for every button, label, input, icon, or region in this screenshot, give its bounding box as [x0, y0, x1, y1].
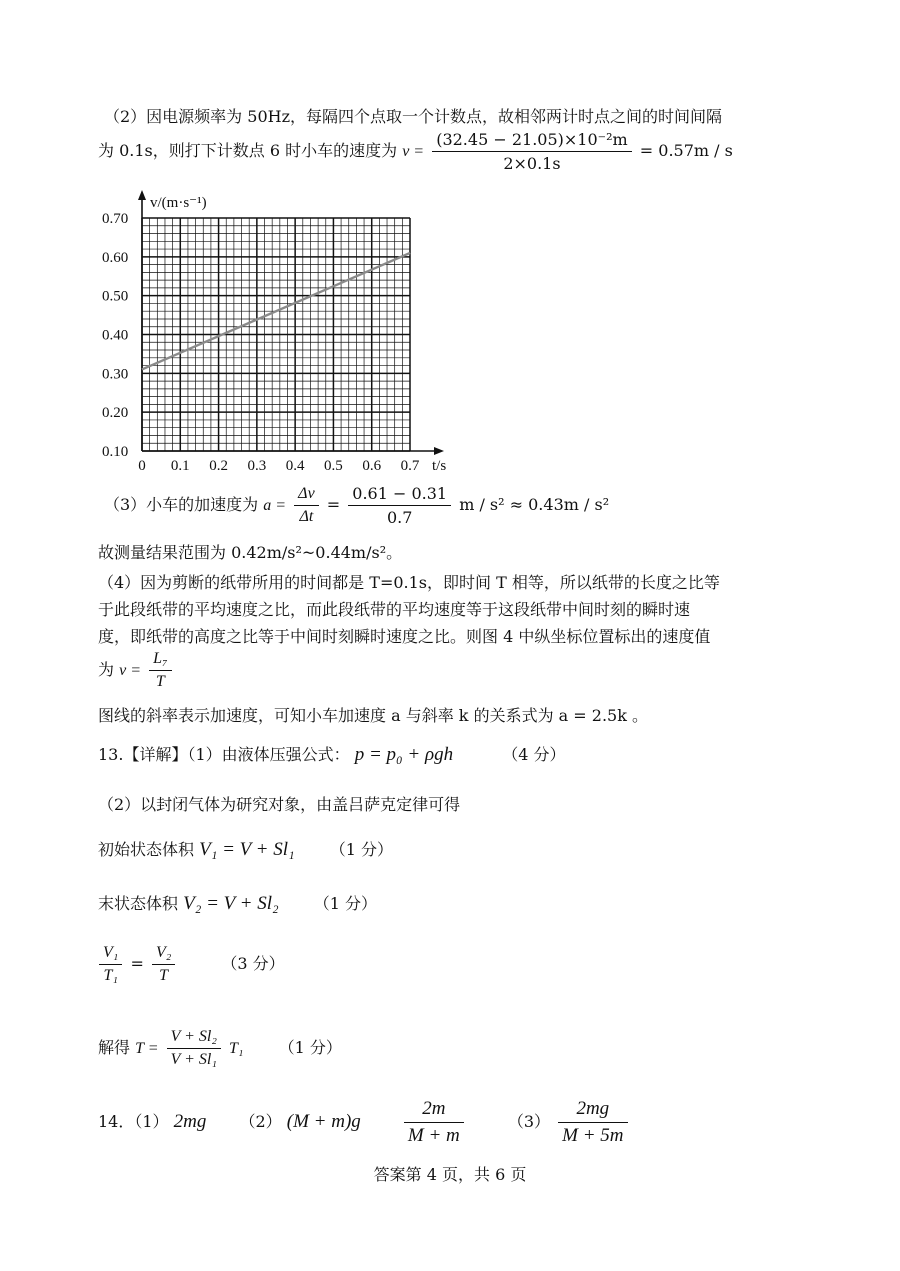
x-tick-label: 0.4 [285, 458, 305, 474]
x-tick-label: 0.2 [209, 458, 228, 474]
q13-solve-tail: T₁ [229, 1040, 244, 1057]
q14-prefix: 14．（1） [98, 1112, 169, 1131]
q13-final-line [98, 891, 377, 915]
p3-rhs: m / s² ≈ 0.43m / s² [459, 495, 610, 514]
x-tick-label: 0.3 [247, 458, 267, 474]
q14-answer1: 2mg [173, 1111, 207, 1132]
p3-numerator: 0.61 − 0.31 [348, 484, 451, 506]
p3-value-fraction [348, 484, 451, 527]
q14-part3-label: （3） [507, 1112, 551, 1131]
x-tick-label: 0.1 [170, 458, 190, 474]
p2-v-denominator: 2×0.1s [503, 154, 561, 173]
q14-frac1-denominator: M + m [407, 1125, 460, 1146]
p4-line2: 于此段纸带的平均速度之比，而此段纸带的平均速度等于这段纸带中间时刻的瞬时速 [98, 600, 691, 619]
y-tick-label: 0.10 [102, 444, 129, 460]
p3b-line: 故测量结果范围为 0.42m/s²~0.44m/s²。 [98, 543, 403, 562]
p4-v-lhs: v = [119, 662, 142, 679]
x-tick-labels [138, 458, 420, 474]
x-axis-arrow-icon [434, 447, 444, 455]
q13-ratio-eq: = [130, 954, 144, 973]
q13-line2: （2）以封闭气体为研究对象，由盖吕萨克定律可得 [98, 795, 461, 814]
p4-denominator: T [155, 673, 165, 690]
p4-line4 [98, 650, 175, 691]
q13-init-formula: V₁ = V + Sl₁ [199, 839, 295, 860]
q13-ratio-fraction-2 [152, 944, 175, 985]
x-tick-label: 0.6 [362, 458, 382, 474]
q13-final-formula: V₂ = V + Sl₂ [183, 893, 279, 914]
q13-init-score: （1 分） [329, 840, 393, 859]
q13-ratio-den2: T [159, 967, 169, 984]
p3-eq: = [326, 495, 341, 514]
x-tick-label: 0.5 [324, 458, 343, 474]
q13-title-line [98, 742, 565, 766]
p4-line3: 度，即纸带的高度之比等于中间时刻瞬时速度之比。则图 4 中纵坐标位置标出的速度值 [98, 627, 711, 646]
p3-a-lhs: a = [263, 497, 287, 514]
p4-line5: 图线的斜率表示加速度，可知小车加速度 a 与斜率 k 的关系式为 a = 2.5k 。 [98, 706, 649, 725]
y-tick-label: 0.50 [102, 288, 129, 305]
x-tick-label: 0.7 [400, 458, 420, 474]
q13-title: 13.【详解】（1）由液体压强公式： [98, 745, 350, 764]
q13-ratio-line [96, 944, 285, 985]
q13-ratio-num2: V₂ [152, 944, 175, 965]
y-tick-label: 0.70 [102, 211, 129, 227]
q13-ratio-fraction-1 [99, 944, 122, 985]
y-tick-labels [102, 211, 128, 460]
q13-solve-fraction [167, 1028, 221, 1069]
page-footer: 答案第 4 页，共 6 页 [373, 1165, 527, 1184]
y-axis-arrow-icon [138, 190, 146, 200]
q14-fraction-1 [404, 1098, 464, 1147]
q13-solve-numerator: V + Sl₂ [167, 1028, 221, 1049]
q14-part2-label: （2） [239, 1112, 282, 1131]
x-tick-label: 0 [138, 458, 146, 474]
p2-line2-prefix: 为 0.1s，则打下计数点 6 时小车的速度为 [98, 141, 398, 160]
p2-line1: （2）因电源频率为 50Hz，每隔四个点取一个计数点，故相邻两计时点之间的时间间隔 [104, 107, 723, 126]
q13-ratio-num1: V₁ [99, 944, 122, 965]
velocity-time-chart [98, 188, 458, 478]
p3-prefix: （3）小车的加速度为 [104, 495, 259, 514]
y-tick-label: 0.60 [102, 249, 129, 266]
q14-frac1-numerator: 2m [404, 1098, 464, 1123]
q13-final-label: 末状态体积 [98, 894, 179, 913]
q13-final-score: （1 分） [313, 894, 377, 913]
q13-solve-score: （1 分） [278, 1038, 342, 1057]
q14-line [98, 1098, 631, 1147]
x-axis-label: t/s [432, 458, 447, 474]
q13-solve-denominator: V + Sl₁ [170, 1051, 217, 1068]
q13-init-line [98, 837, 393, 861]
q13-solve-lhs: T = [135, 1040, 159, 1057]
q13-solve-label: 解得 [98, 1038, 131, 1057]
p3-dv-dt-fraction [294, 485, 319, 526]
q13-solve-line [98, 1028, 342, 1069]
y-axis-label: v/(m·s⁻¹) [150, 195, 207, 211]
q14-frac2-numerator: 2mg [558, 1098, 627, 1123]
p4-line4-prefix: 为 [98, 660, 115, 679]
y-tick-label: 0.20 [102, 405, 129, 422]
q13-formula1: p = p₀ + ρgh [354, 744, 454, 765]
p4-numerator: L₇ [149, 650, 171, 671]
q13-init-label: 初始状态体积 [98, 840, 195, 859]
q14-frac2-denominator: M + 5m [562, 1125, 624, 1146]
y-tick-label: 0.30 [102, 366, 129, 383]
y-tick-label: 0.40 [102, 327, 129, 344]
p3-dv: Δv [294, 485, 319, 506]
p2-line2 [98, 130, 733, 173]
p2-v-numerator: (32.45 − 21.05)×10⁻²m [432, 130, 631, 152]
p3-line [104, 484, 609, 527]
q14-fraction-2 [558, 1098, 627, 1147]
chart-grid [142, 218, 410, 451]
p2-velocity-fraction [432, 130, 631, 173]
p4-line1: （4）因为剪断的纸带所用的时间都是 T=0.1s，即时间 T 相等，所以纸带的长度之比等 [98, 573, 720, 592]
p2-v-lhs: v = [402, 143, 425, 160]
p3-dt: Δt [299, 508, 314, 525]
p3-denominator: 0.7 [386, 508, 413, 527]
q13-score1: （4 分） [502, 745, 566, 764]
p2-v-rhs: = 0.57m / s [639, 141, 733, 160]
q14-answer2: (M + m)g [286, 1111, 361, 1132]
q13-ratio-score: （3 分） [221, 954, 285, 973]
q13-ratio-den1: T₁ [103, 967, 118, 984]
p4-v-fraction [149, 650, 171, 691]
